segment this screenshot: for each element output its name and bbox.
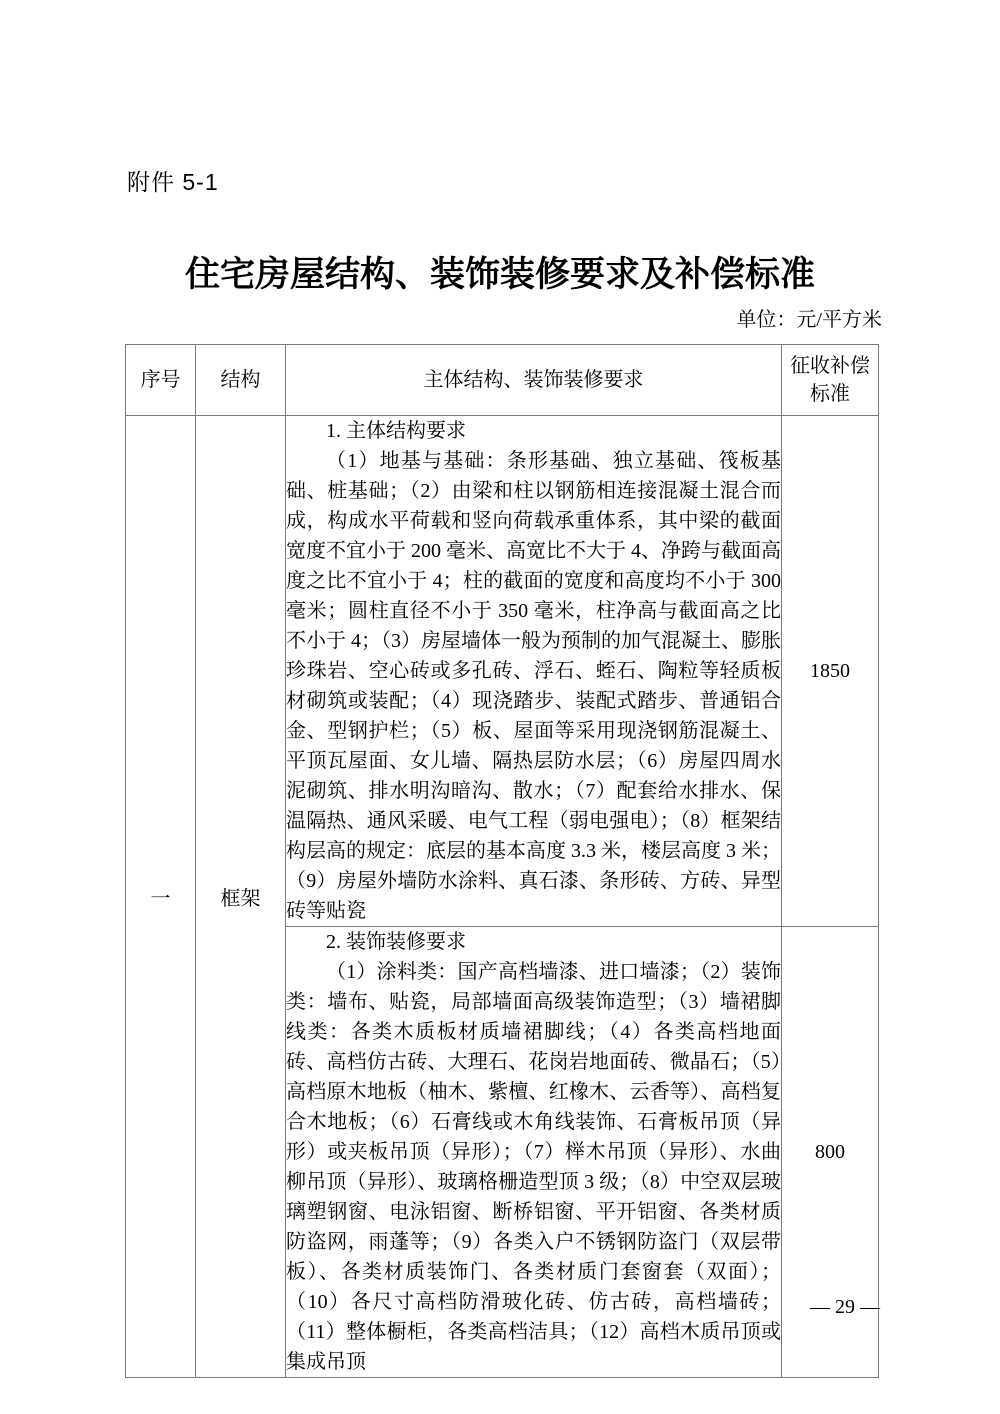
cell-serial: 一 [126, 416, 196, 1378]
header-standard: 征收补偿标准 [782, 345, 879, 416]
header-requirements: 主体结构、装饰装修要求 [286, 345, 782, 416]
structure-requirements-heading: 1. 主体结构要求 [326, 420, 466, 442]
structure-requirements-body: （1）地基与基础：条形基础、独立基础、筏板基础、桩基础；（2）由梁和柱以钢筋相连接混凝土混合而成，构成水平荷载和竖向荷载承重体系，其中梁的截面宽度不宜小于 200 毫米、高宽比不大于 4、净跨与截面高度之比不宜小于 4；柱的截面的宽度和高度均不小于 300 毫米；圆柱直径不小于 350 毫米，柱净高与截面高之比不小于 4；（3）房屋墙体一般为预制的加气混凝土、膨胀珍珠岩、空心砖或多孔砖、浮石、蛭石、陶粒等轻质板材砌筑或装配；（4）现浇踏步、装配式踏步、普通铝合金、型钢护栏；（5）板、屋面等采用现浇钢筋混凝土、平顶瓦屋面、女儿墙、隔热层防水层；（6）房屋四周水泥砌筑、排水明沟暗沟、散水；（7）配套给水排水、保温隔热、通风采暖、电气工程（弱电强电）；（8）框架结构层高的规定：底层的基本高度 3.3 米，楼层高度 3 米；（9）房屋外墙防水涂料、真石漆、条形砖、方砖、异型砖等贴瓷 [286, 450, 781, 922]
cell-standard-decoration: 800 [782, 927, 879, 1378]
header-serial: 序号 [126, 345, 196, 416]
page-title: 住宅房屋结构、装饰装修要求及补偿标准 [184, 255, 815, 295]
cell-structure: 框架 [196, 416, 286, 1378]
table-header-row [126, 345, 879, 416]
decoration-requirements-heading: 2. 装饰装修要求 [326, 931, 466, 953]
table-row [126, 416, 879, 927]
unit-note: 单位：元/平方米 [736, 309, 882, 331]
annex-label: 附件 5-1 [127, 169, 219, 195]
cell-decoration-requirements [286, 927, 782, 1378]
decoration-requirements-body: （1）涂料类：国产高档墙漆、进口墙漆；（2）装饰类：墙布、贴瓷，局部墙面高级装饰造型；（3）墙裙脚线类：各类木质板材质墙裙脚线；（4）各类高档地面砖、高档仿古砖、大理石、花岗岩地面砖、微晶石；（5）高档原木地板（柚木、紫檀、红橡木、云香等）、高档复合木地板；（6）石膏线或木角线装饰、石膏板吊顶（异形）或夹板吊顶（异形）；（7）榉木吊顶（异形）、水曲柳吊顶（异形）、玻璃格栅造型顶 3 级；（8）中空双层玻璃塑钢窗、电泳铝窗、断桥铝窗、平开铝窗、各类材质防盗网，雨蓬等；（9）各类入户不锈钢防盗门（双层带板）、各类材质装饰门、各类材质门套窗套（双面）；（10）各尺寸高档防滑玻化砖、仿古砖，高档墙砖；（11）整体橱柜，各类高档洁具；（12）高档木质吊顶或集成吊顶 [286, 961, 781, 1373]
page-number: — 29 — [810, 1296, 880, 1318]
header-structure: 结构 [196, 345, 286, 416]
compensation-table [125, 344, 879, 1378]
cell-standard-structure: 1850 [782, 416, 879, 927]
cell-structure-requirements [286, 416, 782, 927]
